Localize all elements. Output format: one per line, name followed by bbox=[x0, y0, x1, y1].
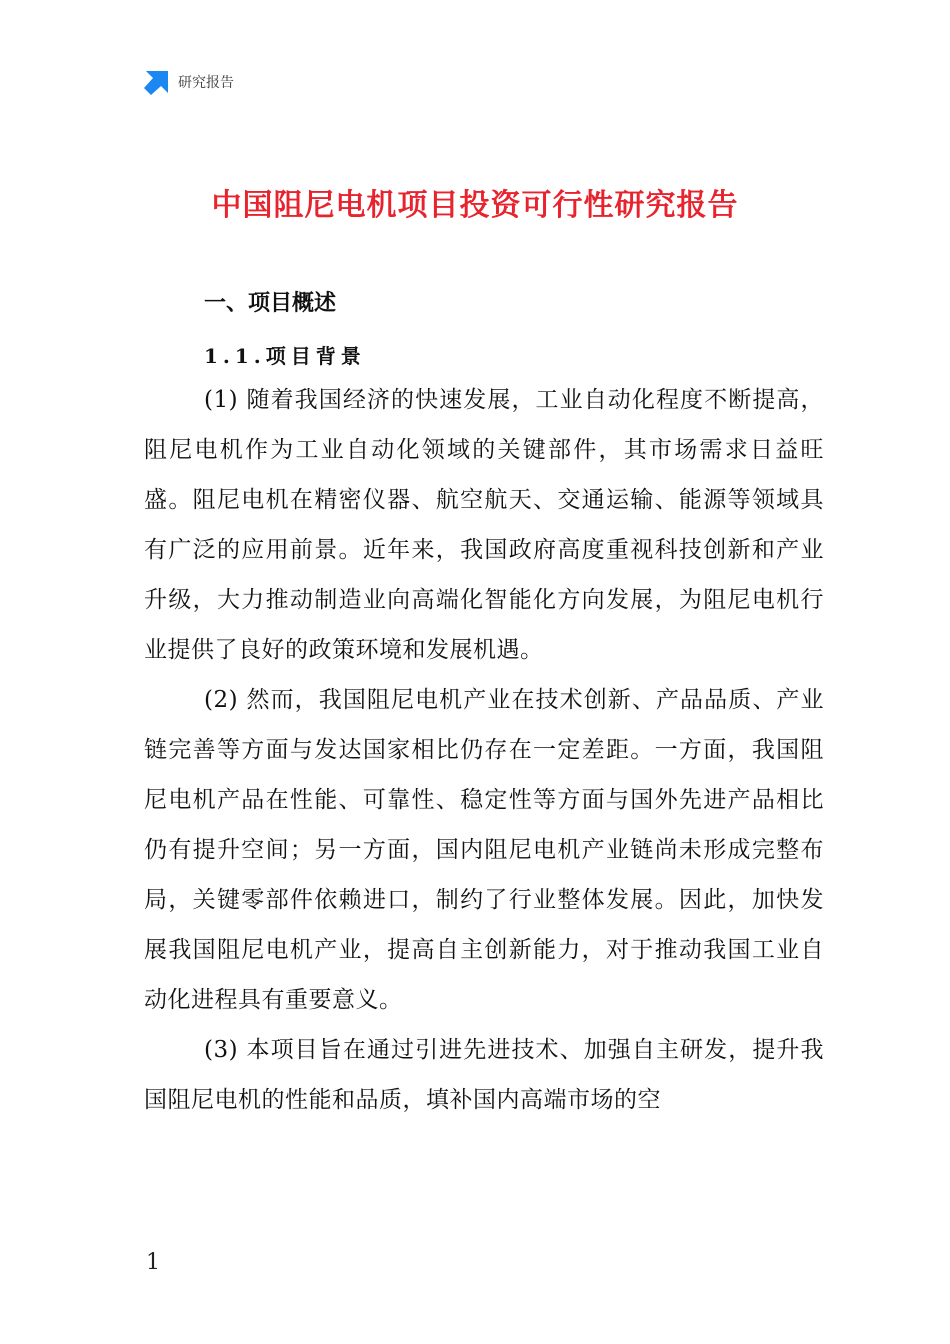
body-text bbox=[144, 375, 824, 1125]
page-number: 1 bbox=[146, 1250, 160, 1275]
subsection-heading: 1.1.项目背景 bbox=[204, 344, 366, 368]
section-heading: 一、项目概述 bbox=[204, 291, 337, 316]
paragraph-2: (2) 然而，我国阻尼电机产业在技术创新、产品品质、产业链完善等方面与发达国家相比仍存在一定差距。一方面，我国阻尼电机产品在性能、可靠性、稳定性等方面与国外先进产品相比仍有提升空间；另一方面，国内阻尼电机产业链尚未形成完整布局，关键零部件依赖进口，制约了行业整体发展。因此，加快发展我国阻尼电机产业，提高自主创新能力，对于推动我国工业自动化进程具有重要意义。 bbox=[144, 687, 824, 1013]
arrow-up-right-icon bbox=[144, 69, 170, 95]
paragraph-1: (1) 随着我国经济的快速发展，工业自动化程度不断提高，阻尼电机作为工业自动化领域的关键部件，其市场需求日益旺盛。阻尼电机在精密仪器、航空航天、交通运输、能源等领域具有广泛的应用前景。近年来，我国政府高度重视科技创新和产业升级，大力推动制造业向高端化智能化方向发展，为阻尼电机行业提供了良好的政策环境和发展机遇。 bbox=[144, 387, 824, 663]
paragraph-3: (3) 本项目旨在通过引进先进技术、加强自主研发，提升我国阻尼电机的性能和品质，填补国内高端市场的空 bbox=[144, 1037, 824, 1113]
header-label: 研究报告 bbox=[178, 75, 234, 91]
page-header bbox=[144, 68, 234, 96]
document-title: 中国阻尼电机项目投资可行性研究报告 bbox=[211, 188, 739, 223]
